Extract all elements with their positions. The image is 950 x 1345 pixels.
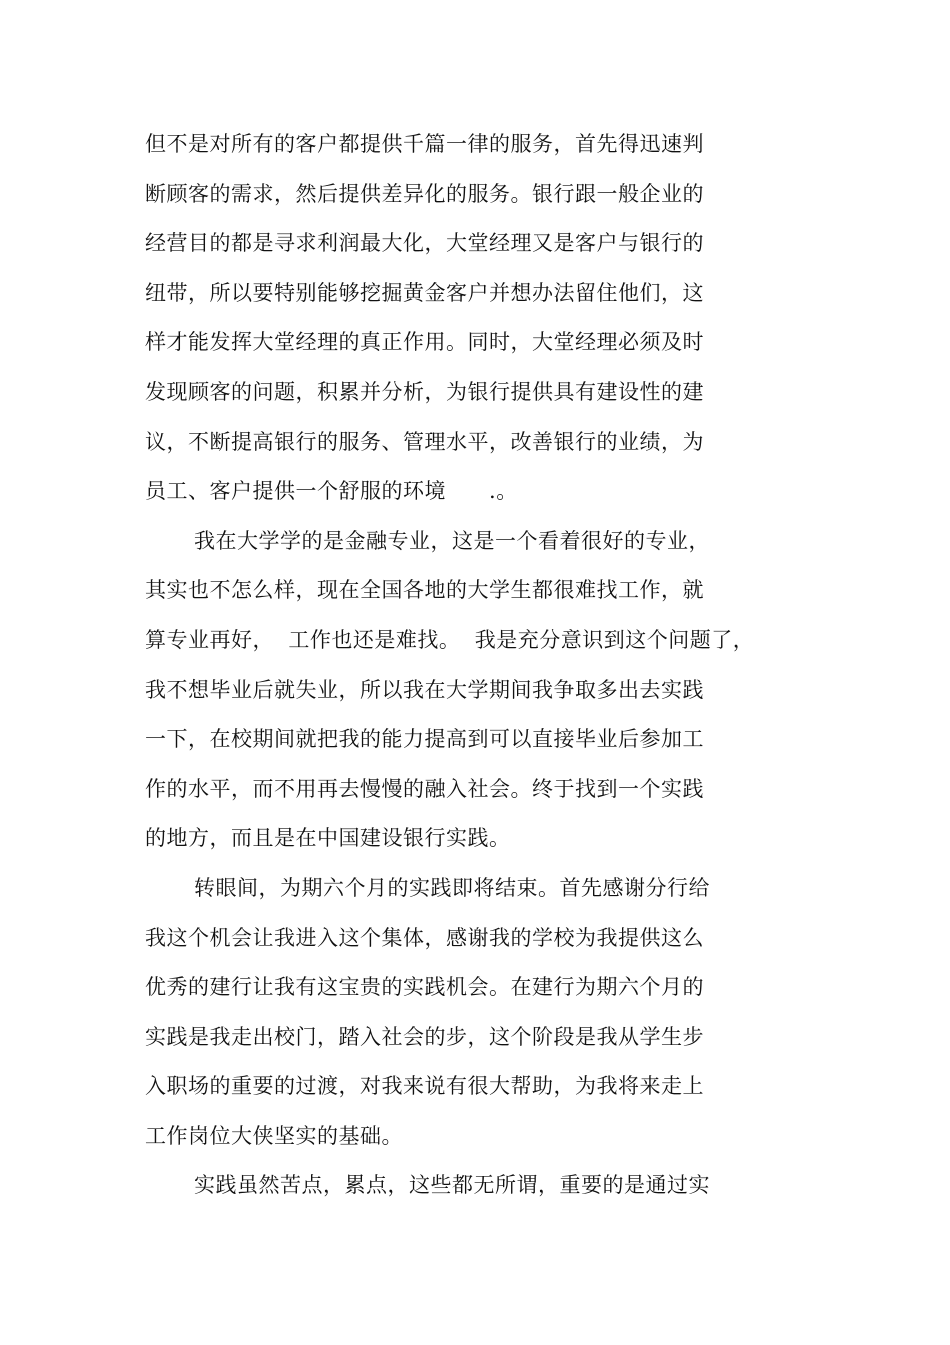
text-line: 经营目的都是寻求利润最大化，大堂经理又是客户与银行的 bbox=[145, 231, 704, 256]
text-line: 纽带，所以要特别能够挖掘黄金客户并想办法留住他们，这 bbox=[145, 280, 704, 305]
text-line: 工作岗位大侠坚实的基础。 bbox=[145, 1123, 403, 1148]
paragraph-first-line: 转眼间，为期六个月的实践即将结束。首先感谢分行给 bbox=[194, 875, 710, 900]
text-line: 但不是对所有的客户都提供千篇一律的服务，首先得迅速判 bbox=[145, 132, 704, 156]
text-line: 作的水平，而不用再去慢慢的融入社会。终于找到一个实践 bbox=[145, 776, 704, 801]
text-line: 断顾客的需求，然后提供差异化的服务。银行跟一般企业的 bbox=[145, 181, 704, 206]
text-line: 的地方，而且是在中国建设银行实践。 bbox=[145, 826, 511, 851]
paragraph-first-line: 我在大学学的是金融专业，这是一个看着很好的专业， bbox=[194, 528, 710, 553]
text-line: 样才能发挥大堂经理的真正作用。同时，大堂经理必须及时 bbox=[145, 330, 704, 355]
text-line: 我不想毕业后就失业，所以我在大学期间我争取多出去实践 bbox=[145, 677, 704, 702]
text-line: 一下，在校期间就把我的能力提高到可以直接毕业后参加工 bbox=[145, 727, 704, 752]
text-line: 员工、客户提供一个舒服的环境 .。 bbox=[145, 479, 518, 504]
paragraph-first-line: 实践虽然苦点，累点，这些都无所谓，重要的是通过实 bbox=[194, 1173, 710, 1198]
text-line: 议，不断提高银行的服务、管理水平，改善银行的业绩，为 bbox=[145, 429, 704, 454]
text-line: 我这个机会让我进入这个集体，感谢我的学校为我提供这么 bbox=[145, 925, 704, 950]
text-line: 算专业再好， 工作也还是难找。 我是充分意识到这个问题了， bbox=[145, 627, 755, 652]
text-line: 实践是我走出校门，踏入社会的步，这个阶段是我从学生步 bbox=[145, 1024, 704, 1049]
document-body bbox=[145, 120, 785, 1211]
text-line: 入职场的重要的过渡，对我来说有很大帮助，为我将来走上 bbox=[145, 1074, 704, 1099]
text-line: 其实也不怎么样，现在全国各地的大学生都很难找工作，就 bbox=[145, 578, 704, 603]
text-line: 发现顾客的问题，积累并分析，为银行提供具有建设性的建 bbox=[145, 379, 704, 404]
text-line: 优秀的建行让我有这宝贵的实践机会。在建行为期六个月的 bbox=[145, 975, 704, 1000]
